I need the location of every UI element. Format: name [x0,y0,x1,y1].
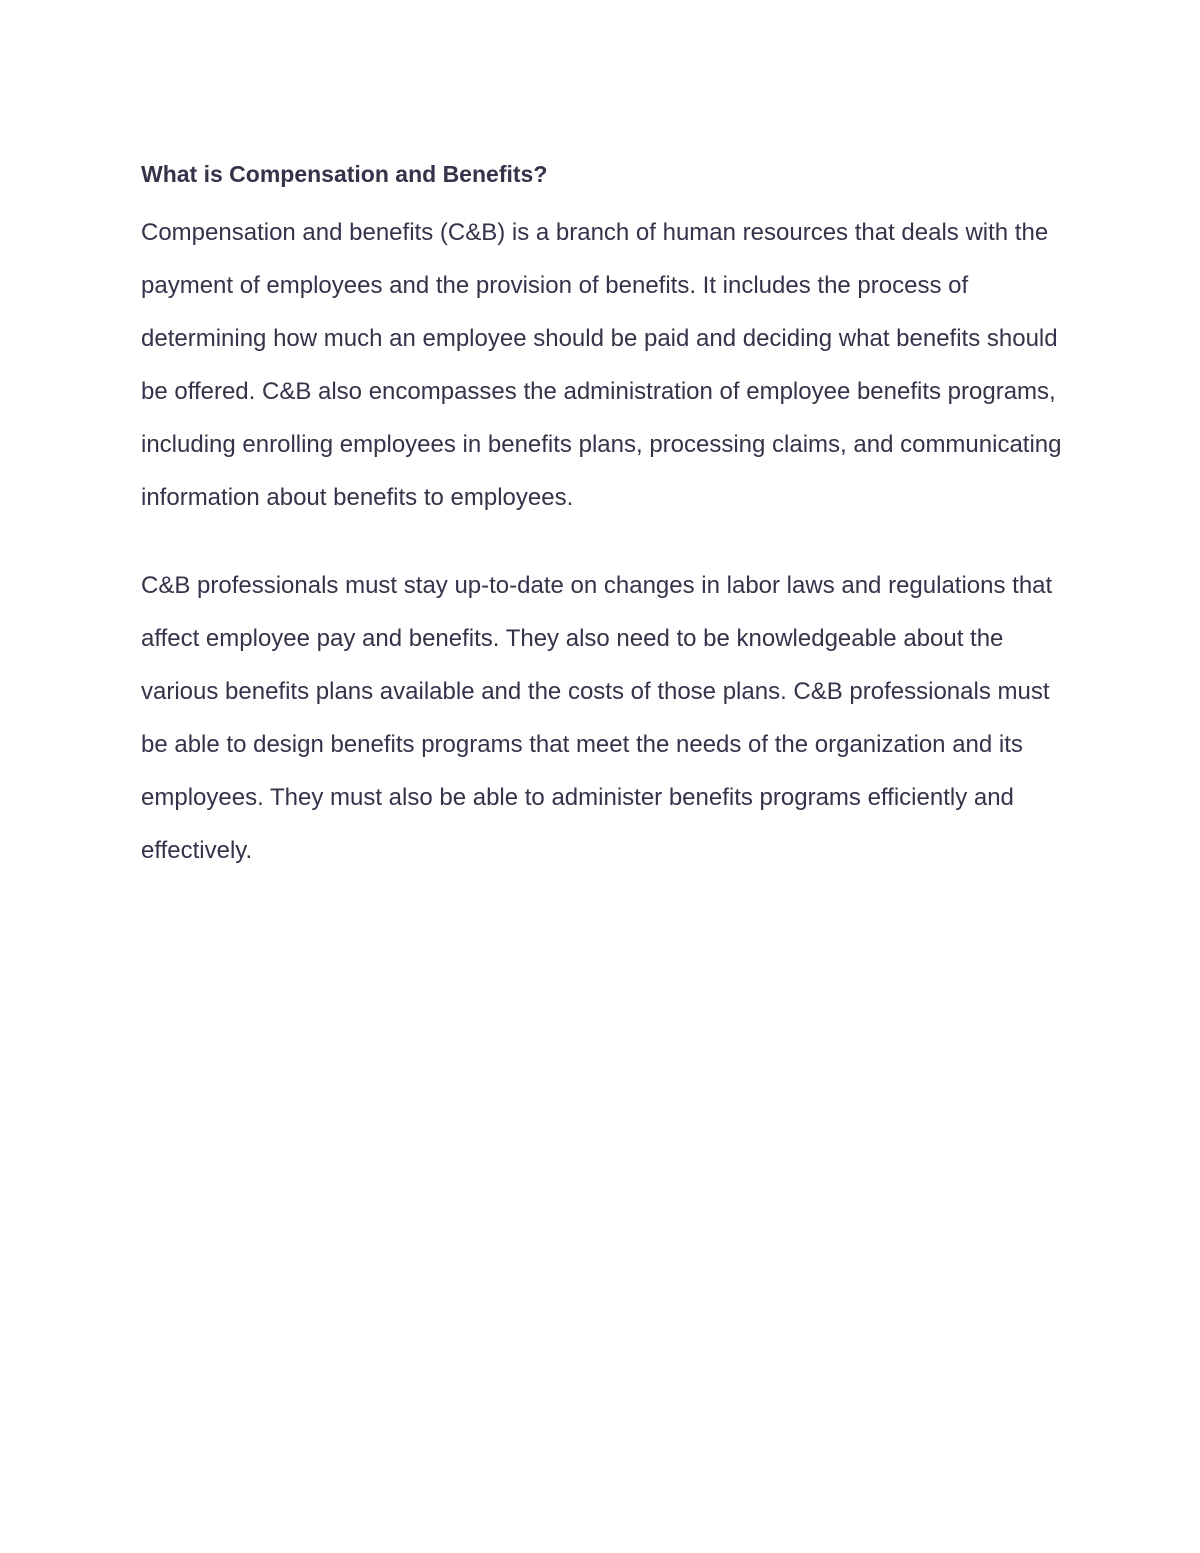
paragraph-definition: Compensation and benefits (C&B) is a branch of human resources that deals with the payment of employees and the provision of benefits. It includes the process of determining how much an employee should be paid and deciding what benefits should be offered. C&B also encompasses the administration of employee benefits programs, including enrolling employees in benefits plans, processing claims, and communicating information about benefits to employees. [141,219,1062,511]
document-body [141,157,1081,877]
document-title: What is Compensation and Benefits? [141,161,548,187]
paragraph-professionals: C&B professionals must stay up-to-date on changes in labor laws and regulations that affect employee pay and benefits. They also need to be knowledgeable about the various benefits plans available and the costs of those plans. C&B professionals must be able to design benefits programs that meet the needs of the organization and its employees. They must also be able to administer benefits programs efficiently and effectively. [141,572,1053,864]
